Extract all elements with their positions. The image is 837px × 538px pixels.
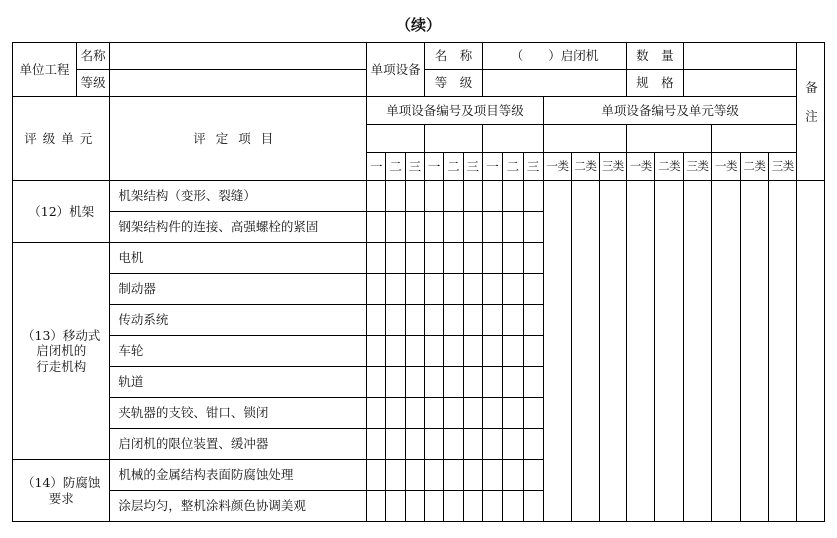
unit-grade-label: 二类 [572, 153, 599, 181]
single-equipment-label: 单项设备 [367, 43, 425, 97]
item-grade-cell[interactable] [425, 367, 444, 398]
item-grade-cell[interactable] [523, 336, 543, 367]
item-grade-cell[interactable] [482, 212, 502, 243]
spec-value[interactable] [683, 70, 797, 97]
item-grade-cell[interactable] [503, 305, 523, 336]
unit-grade-cell[interactable] [655, 181, 683, 522]
item-grade-cell[interactable] [425, 491, 444, 522]
item-grade-cell[interactable] [425, 181, 444, 212]
item-grade-cell[interactable] [425, 274, 444, 305]
item-grade-cell[interactable] [405, 336, 424, 367]
item-grade-cell[interactable] [386, 212, 405, 243]
item-grade-label: 三 [463, 153, 482, 181]
item-grade-cell[interactable] [367, 429, 386, 460]
item-grade-cell[interactable] [444, 274, 463, 305]
item-grade-cell[interactable] [463, 212, 482, 243]
item-grade-cell[interactable] [503, 367, 523, 398]
item-grade-cell[interactable] [503, 398, 523, 429]
eval-item: 机械的金属结构表面防腐蚀处理 [110, 460, 367, 491]
eval-item: 启闭机的限位装置、缓冲器 [110, 429, 367, 460]
item-grade-cell[interactable] [503, 243, 523, 274]
eval-unit-13: （13）移动式 启闭机的 行走机构 [13, 243, 110, 460]
item-grade-cell[interactable] [386, 274, 405, 305]
equip-grade-label: 等 级 [425, 70, 483, 97]
item-grade-cell[interactable] [523, 429, 543, 460]
item-grade-cell[interactable] [405, 398, 424, 429]
item-grade-cell[interactable] [463, 460, 482, 491]
remarks-header: 备注 [797, 43, 825, 181]
item-grade-label: 二 [386, 153, 405, 181]
item-grade-cell[interactable] [463, 181, 482, 212]
item-grade-cell[interactable] [444, 460, 463, 491]
item-grade-cell[interactable] [503, 460, 523, 491]
eval-item: 传动系统 [110, 305, 367, 336]
item-grade-cell[interactable] [463, 274, 482, 305]
item-grade-label: 一 [425, 153, 444, 181]
item-grade-cell[interactable] [367, 243, 386, 274]
item-grade-cell[interactable] [523, 460, 543, 491]
item-grade-cell[interactable] [405, 460, 424, 491]
item-grade-cell[interactable] [482, 305, 502, 336]
item-grade-cell[interactable] [523, 181, 543, 212]
item-grade-cell[interactable] [503, 274, 523, 305]
item-grade-cell[interactable] [503, 336, 523, 367]
item-grade-cell[interactable] [482, 367, 502, 398]
page-title: （续） [395, 16, 441, 34]
table-row [13, 181, 825, 212]
unit-grade-label: 一类 [543, 153, 571, 181]
eval-unit-header: 评级单元 [13, 97, 110, 181]
unit-grade-label: 一类 [627, 153, 655, 181]
eval-item: 夹轨器的支铰、钳口、锁闭 [110, 398, 367, 429]
unit-name-label: 名称 [76, 43, 109, 70]
spec-label: 规 格 [627, 70, 684, 97]
equip-grade-value[interactable] [482, 70, 626, 97]
eval-item: 轨道 [110, 367, 367, 398]
unit-equip-no-1[interactable] [543, 125, 626, 153]
item-grade-cell[interactable] [523, 212, 543, 243]
unit-grade-label: 二类 [740, 153, 768, 181]
item-grade-cell[interactable] [482, 398, 502, 429]
eval-item: 机架结构（变形、裂缝） [110, 181, 367, 212]
item-grade-cell[interactable] [425, 398, 444, 429]
eval-item: 制动器 [110, 274, 367, 305]
quantity-value[interactable] [683, 43, 797, 70]
item-grade-cell[interactable] [463, 398, 482, 429]
remarks-cell[interactable] [797, 181, 825, 522]
item-grade-cell[interactable] [405, 274, 424, 305]
item-grade-label: 一 [367, 153, 386, 181]
item-grade-cell[interactable] [482, 491, 502, 522]
item-grade-cell[interactable] [405, 212, 424, 243]
item-grade-cell[interactable] [482, 243, 502, 274]
item-grade-cell[interactable] [482, 336, 502, 367]
eval-item: 车轮 [110, 336, 367, 367]
item-grade-cell[interactable] [444, 367, 463, 398]
unit-name-value[interactable] [110, 43, 367, 70]
item-grade-cell[interactable] [482, 429, 502, 460]
unit-grade-label: 二类 [655, 153, 683, 181]
eval-item: 钢架结构件的连接、高强螺栓的紧固 [110, 212, 367, 243]
unit-grade-label: 等级 [76, 70, 109, 97]
quantity-label: 数 量 [627, 43, 684, 70]
eval-unit-12: （12）机架 [13, 181, 110, 243]
unit-grade-cell[interactable] [599, 181, 626, 522]
item-grade-cell[interactable] [367, 336, 386, 367]
unit-grade-cell[interactable] [627, 181, 655, 522]
evaluation-table [12, 42, 825, 522]
item-grade-cell[interactable] [405, 243, 424, 274]
unit-grade-cell[interactable] [740, 181, 768, 522]
item-grade-cell[interactable] [425, 243, 444, 274]
unit-grade-cell[interactable] [543, 181, 571, 522]
item-grade-cell[interactable] [386, 181, 405, 212]
eval-item: 涂层均匀，整机涂料颜色协调美观 [110, 491, 367, 522]
item-grade-cell[interactable] [386, 336, 405, 367]
item-grade-cell[interactable] [463, 243, 482, 274]
unit-equip-no-3[interactable] [712, 125, 797, 153]
item-grade-cell[interactable] [367, 274, 386, 305]
item-grade-label: 二 [444, 153, 463, 181]
item-grade-label: 二 [503, 153, 523, 181]
item-grade-cell[interactable] [444, 212, 463, 243]
unit-grade-label: 三类 [769, 153, 797, 181]
item-grade-label: 一 [482, 153, 502, 181]
unit-project-label: 单位工程 [13, 43, 77, 97]
item-grade-cell[interactable] [444, 336, 463, 367]
item-grade-cell[interactable] [463, 429, 482, 460]
item-grade-cell[interactable] [463, 305, 482, 336]
item-grade-cell[interactable] [463, 491, 482, 522]
item-grade-cell[interactable] [425, 212, 444, 243]
item-grade-cell[interactable] [523, 274, 543, 305]
item-grade-cell[interactable] [444, 243, 463, 274]
item-grade-cell[interactable] [367, 181, 386, 212]
item-grade-label: 三 [523, 153, 543, 181]
item-grade-cell[interactable] [503, 429, 523, 460]
item-grade-cell[interactable] [367, 398, 386, 429]
item-grade-cell[interactable] [444, 491, 463, 522]
item-grade-header: 单项设备编号及项目等级 [367, 97, 544, 125]
item-grade-cell[interactable] [503, 181, 523, 212]
item-grade-cell[interactable] [444, 429, 463, 460]
item-grade-cell[interactable] [386, 491, 405, 522]
item-grade-cell[interactable] [463, 367, 482, 398]
item-grade-cell[interactable] [405, 429, 424, 460]
item-grade-cell[interactable] [405, 305, 424, 336]
item-grade-cell[interactable] [523, 243, 543, 274]
hoist-name-cell[interactable]: （ ）启闭机 [482, 43, 626, 70]
unit-grade-cell[interactable] [712, 181, 740, 522]
item-grade-cell[interactable] [367, 305, 386, 336]
item-grade-label: 三 [405, 153, 424, 181]
unit-grade-cell[interactable] [683, 181, 711, 522]
item-grade-cell[interactable] [386, 429, 405, 460]
item-grade-cell[interactable] [386, 367, 405, 398]
item-grade-cell[interactable] [386, 398, 405, 429]
unit-equip-no-2[interactable] [627, 125, 712, 153]
item-grade-cell[interactable] [503, 212, 523, 243]
item-grade-cell[interactable] [523, 367, 543, 398]
item-grade-cell[interactable] [425, 460, 444, 491]
item-grade-cell[interactable] [386, 243, 405, 274]
item-grade-cell[interactable] [482, 460, 502, 491]
item-equip-no-3[interactable] [482, 125, 543, 153]
unit-grade-label: 三类 [683, 153, 711, 181]
item-grade-cell[interactable] [482, 274, 502, 305]
unit-grade-value[interactable] [110, 70, 367, 97]
item-equip-no-2[interactable] [425, 125, 483, 153]
item-grade-cell[interactable] [405, 181, 424, 212]
item-grade-cell[interactable] [444, 181, 463, 212]
item-grade-cell[interactable] [367, 491, 386, 522]
item-grade-cell[interactable] [405, 491, 424, 522]
item-grade-cell[interactable] [386, 305, 405, 336]
item-grade-cell[interactable] [367, 367, 386, 398]
item-grade-cell[interactable] [444, 398, 463, 429]
item-grade-cell[interactable] [503, 491, 523, 522]
item-equip-no-1[interactable] [367, 125, 425, 153]
item-grade-cell[interactable] [444, 305, 463, 336]
item-grade-cell[interactable] [425, 305, 444, 336]
unit-grade-cell[interactable] [769, 181, 797, 522]
item-grade-cell[interactable] [523, 305, 543, 336]
unit-grade-cell[interactable] [572, 181, 599, 522]
eval-item: 电机 [110, 243, 367, 274]
unit-grade-label: 三类 [599, 153, 626, 181]
item-grade-cell[interactable] [367, 212, 386, 243]
item-grade-cell[interactable] [367, 460, 386, 491]
item-grade-cell[interactable] [463, 336, 482, 367]
item-grade-cell[interactable] [523, 491, 543, 522]
eval-item-header: 评定项目 [110, 97, 367, 181]
item-grade-cell[interactable] [405, 367, 424, 398]
eval-unit-14: （14）防腐蚀 要求 [13, 460, 110, 522]
item-grade-cell[interactable] [523, 398, 543, 429]
unit-grade-header: 单项设备编号及单元等级 [543, 97, 797, 125]
unit-grade-label: 一类 [712, 153, 740, 181]
item-grade-cell[interactable] [425, 429, 444, 460]
item-grade-cell[interactable] [482, 181, 502, 212]
item-grade-cell[interactable] [425, 336, 444, 367]
equip-name-label: 名 称 [425, 43, 483, 70]
item-grade-cell[interactable] [386, 460, 405, 491]
